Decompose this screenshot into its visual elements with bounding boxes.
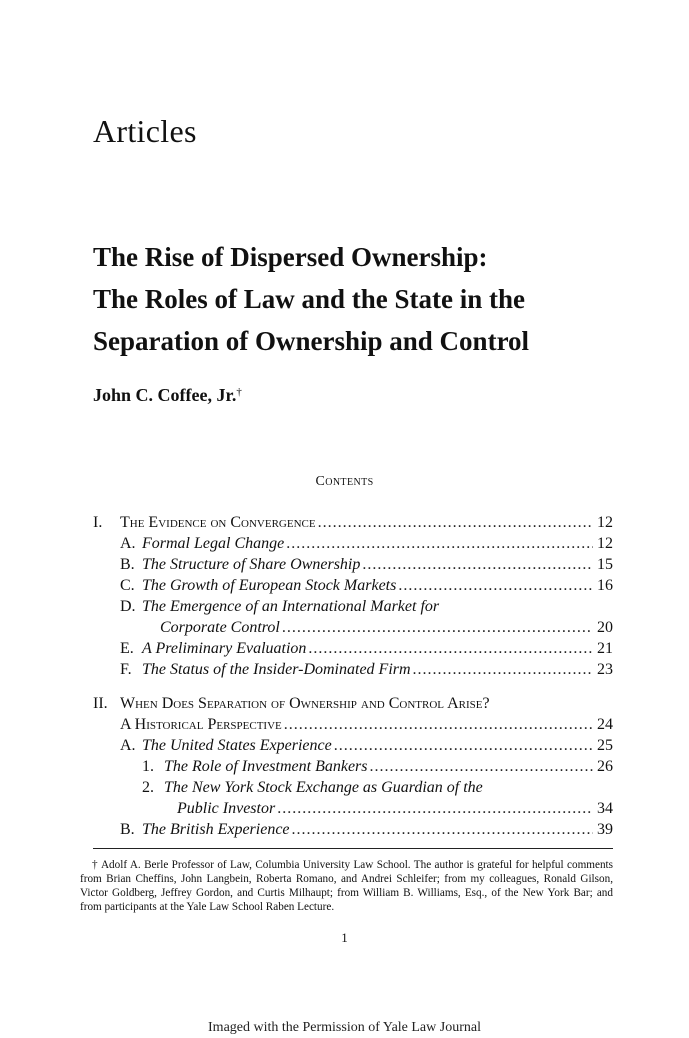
- toc-text: When Does Separation of Ownership and Control Arise?: [120, 695, 490, 712]
- toc-text: The Role of Investment Bankers: [164, 758, 368, 775]
- toc-row: [93, 758, 613, 779]
- toc-page: 24: [597, 716, 613, 733]
- toc-leader: [286, 535, 593, 553]
- contents-heading: Contents: [315, 474, 374, 489]
- toc-leader: [334, 737, 593, 755]
- toc-leader: [277, 800, 593, 818]
- permission-line: Imaged with the Permission of Yale Law Journal: [208, 1020, 481, 1035]
- toc-leader: [370, 758, 594, 776]
- toc-text: The Status of the Insider-Dominated Firm: [142, 661, 411, 678]
- toc-row: [93, 821, 613, 842]
- author-name: John C. Coffee, Jr.: [93, 385, 237, 405]
- toc-leader: [413, 661, 593, 679]
- toc-number: 2.: [142, 779, 154, 796]
- toc-page: 25: [597, 737, 613, 754]
- toc-text: The Growth of European Stock Markets: [142, 577, 397, 594]
- toc-leader: [308, 640, 593, 658]
- toc-row: [93, 535, 613, 556]
- page-number: 1: [341, 930, 348, 945]
- toc-row: [93, 661, 613, 682]
- toc-leader: [284, 716, 593, 734]
- author-line: [93, 385, 242, 406]
- toc-text: The United States Experience: [142, 737, 332, 754]
- toc-text: Formal Legal Change: [142, 535, 285, 552]
- toc-number: D.: [120, 598, 136, 615]
- toc-page: 15: [597, 556, 613, 573]
- toc-page: 12: [597, 514, 613, 531]
- toc-number: E.: [120, 640, 134, 657]
- toc-page: 26: [597, 758, 613, 775]
- toc-page: 23: [597, 661, 613, 678]
- footnote: [80, 858, 613, 914]
- toc-text: The New York Stock Exchange as Guardian of the: [164, 779, 483, 796]
- toc-text: The Emergence of an International Market for: [142, 598, 440, 615]
- toc-leader: [398, 577, 593, 595]
- toc-row: [93, 737, 613, 758]
- toc-page: 39: [597, 821, 613, 838]
- toc-row: [93, 598, 613, 619]
- section-label: Articles: [93, 113, 197, 149]
- toc-text: The British Experience: [142, 821, 290, 838]
- article-title-line-3: Separation of Ownership and Control: [93, 326, 530, 356]
- toc-number: I.: [93, 514, 103, 531]
- toc-row: [93, 619, 613, 640]
- toc-number: II.: [93, 695, 108, 712]
- toc-text: Public Investor: [177, 800, 276, 817]
- toc-page: 20: [597, 619, 613, 636]
- toc-row: [93, 514, 613, 535]
- footnote-rule: [93, 848, 613, 849]
- toc-row: [93, 779, 613, 800]
- toc-text: The Structure of Share Ownership: [142, 556, 361, 573]
- toc-number: F.: [120, 661, 132, 678]
- toc-page: 16: [597, 577, 613, 594]
- toc-text: A Historical Perspective: [120, 716, 282, 733]
- toc-row: [93, 800, 613, 821]
- toc-row: [93, 640, 613, 661]
- toc-page: 21: [597, 640, 613, 657]
- toc-row: [93, 695, 613, 716]
- toc-text: A Preliminary Evaluation: [142, 640, 307, 657]
- toc-number: 1.: [142, 758, 154, 775]
- footnote-mark: †: [92, 859, 99, 871]
- toc-number: B.: [120, 821, 135, 838]
- toc-number: B.: [120, 556, 135, 573]
- toc-page: 12: [597, 535, 613, 552]
- toc-page: 34: [597, 800, 613, 817]
- toc-number: C.: [120, 577, 135, 594]
- footnote-text: Adolf A. Berle Professor of Law, Columbia University Law School. The author is grateful for helpful comments from Brian Cheffins, John Langbein, Roberta Romano, and Andrei Schleifer; from my colleagues, Ronald Gilson, Victor Goldberg, Jeffrey Gordon, and Curtis Milhaupt; from William B. Williams, Esq., of the New York Bar; and from participants at the Yale Law School Raben Lecture.: [80, 859, 613, 913]
- toc-row: [93, 577, 613, 598]
- author-footnote-mark: †: [236, 386, 242, 398]
- table-of-contents: [93, 514, 613, 842]
- toc-row: [93, 716, 613, 737]
- toc-leader: [362, 556, 593, 574]
- toc-text: The Evidence on Convergence: [120, 514, 316, 531]
- toc-leader: [292, 821, 593, 839]
- toc-row: [93, 556, 613, 577]
- toc-number: A.: [120, 737, 136, 754]
- toc-leader: [318, 514, 593, 532]
- toc-number: A.: [120, 535, 136, 552]
- toc-text: Corporate Control: [160, 619, 280, 636]
- toc-leader: [282, 619, 593, 637]
- article-title-line-1: The Rise of Dispersed Ownership:: [93, 242, 488, 272]
- article-title-line-2: The Roles of Law and the State in the: [93, 284, 526, 314]
